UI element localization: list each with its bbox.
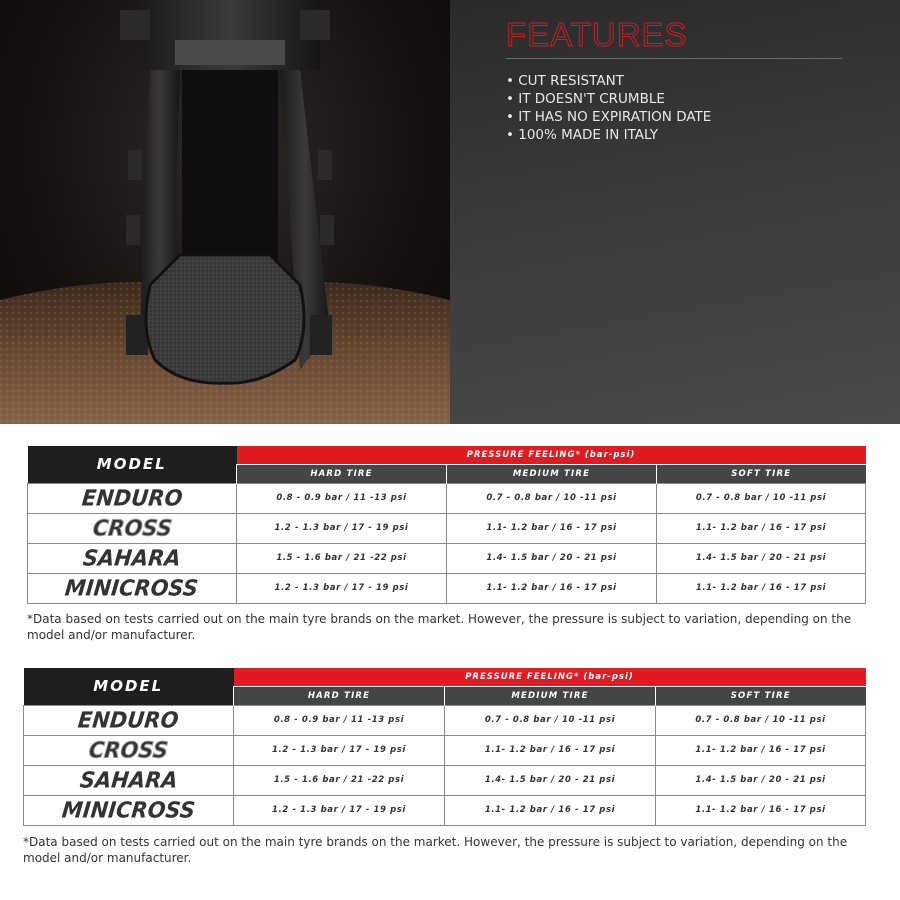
table-row — [28, 543, 866, 573]
pressure-feeling-header: PRESSURE FEELING* (bar-psi) — [237, 446, 866, 464]
table-row — [28, 513, 866, 543]
model-header: MODEL — [24, 668, 234, 705]
table-row — [28, 573, 866, 603]
model-name-sahara: SAHARA — [28, 543, 237, 573]
footnote-1: *Data based on tests carried out on the main tyre brands on the market. However, the pressure is subject to variation, depending on the model and/or manufacturer. — [27, 612, 852, 642]
hard-value: 0.8 - 0.9 bar / 11 -13 psi — [237, 483, 447, 513]
model-name-sahara: SAHARA — [24, 765, 234, 795]
soft-value: 1.4- 1.5 bar / 20 - 21 psi — [657, 543, 866, 573]
soft-value: 1.1- 1.2 bar / 16 - 17 psi — [657, 573, 866, 603]
medium-value: 1.1- 1.2 bar / 16 - 17 psi — [447, 573, 657, 603]
feature-item: • IT HAS NO EXPIRATION DATE — [506, 109, 712, 125]
table-row — [24, 795, 866, 825]
table-row — [24, 705, 866, 735]
feature-item: • CUT RESISTANT — [506, 73, 624, 89]
medium-value: 0.7 - 0.8 bar / 10 -11 psi — [447, 483, 657, 513]
hard-value: 1.2 - 1.3 bar / 17 - 19 psi — [237, 573, 447, 603]
model-name-enduro: ENDURO — [24, 705, 234, 735]
pressure-table-1 — [27, 446, 866, 604]
soft-value: 1.1- 1.2 bar / 16 - 17 psi — [656, 735, 866, 765]
table-row — [24, 765, 866, 795]
features-list — [506, 72, 711, 144]
features-title: FEATURES — [506, 16, 688, 53]
soft-value: 0.7 - 0.8 bar / 10 -11 psi — [657, 483, 866, 513]
tire-cross-section-illustration — [0, 0, 450, 424]
model-name-minicross: MINICROSS — [28, 573, 237, 603]
feature-item: • IT DOESN'T CRUMBLE — [506, 91, 665, 107]
soft-value: 1.1- 1.2 bar / 16 - 17 psi — [656, 795, 866, 825]
hard-value: 0.8 - 0.9 bar / 11 -13 psi — [234, 705, 445, 735]
medium-value: 1.1- 1.2 bar / 16 - 17 psi — [445, 735, 656, 765]
footnote-2: *Data based on tests carried out on the main tyre brands on the market. However, the pressure is subject to variation, depending on the model and/or manufacturer. — [23, 835, 848, 865]
medium-tire-header: MEDIUM TIRE — [447, 464, 657, 483]
soft-value: 1.4- 1.5 bar / 20 - 21 psi — [656, 765, 866, 795]
feature-item: • 100% MADE IN ITALY — [506, 127, 659, 143]
table-row — [28, 483, 866, 513]
model-header: MODEL — [28, 446, 237, 483]
medium-value: 1.1- 1.2 bar / 16 - 17 psi — [447, 513, 657, 543]
medium-value: 1.1- 1.2 bar / 16 - 17 psi — [445, 795, 656, 825]
features-panel — [450, 0, 900, 424]
hard-tire-header: HARD TIRE — [237, 464, 447, 483]
medium-value: 1.4- 1.5 bar / 20 - 21 psi — [445, 765, 656, 795]
medium-value: 1.4- 1.5 bar / 20 - 21 psi — [447, 543, 657, 573]
pressure-feeling-header: PRESSURE FEELING* (bar-psi) — [234, 668, 866, 686]
pressure-table-2 — [23, 668, 866, 826]
model-name-cross: CROSS — [24, 735, 234, 765]
tire-photo — [0, 0, 450, 424]
hard-value: 1.2 - 1.3 bar / 17 - 19 psi — [234, 795, 445, 825]
hard-tire-header: HARD TIRE — [234, 686, 445, 705]
medium-tire-header: MEDIUM TIRE — [445, 686, 656, 705]
hard-value: 1.5 - 1.6 bar / 21 -22 psi — [237, 543, 447, 573]
soft-tire-header: SOFT TIRE — [656, 686, 866, 705]
hard-value: 1.5 - 1.6 bar / 21 -22 psi — [234, 765, 445, 795]
soft-tire-header: SOFT TIRE — [657, 464, 866, 483]
model-name-enduro: ENDURO — [28, 483, 237, 513]
soft-value: 0.7 - 0.8 bar / 10 -11 psi — [656, 705, 866, 735]
hard-value: 1.2 - 1.3 bar / 17 - 19 psi — [234, 735, 445, 765]
hard-value: 1.2 - 1.3 bar / 17 - 19 psi — [237, 513, 447, 543]
soft-value: 1.1- 1.2 bar / 16 - 17 psi — [657, 513, 866, 543]
table-row — [24, 735, 866, 765]
features-divider — [506, 58, 842, 59]
medium-value: 0.7 - 0.8 bar / 10 -11 psi — [445, 705, 656, 735]
model-name-minicross: MINICROSS — [24, 795, 234, 825]
model-name-cross: CROSS — [28, 513, 237, 543]
